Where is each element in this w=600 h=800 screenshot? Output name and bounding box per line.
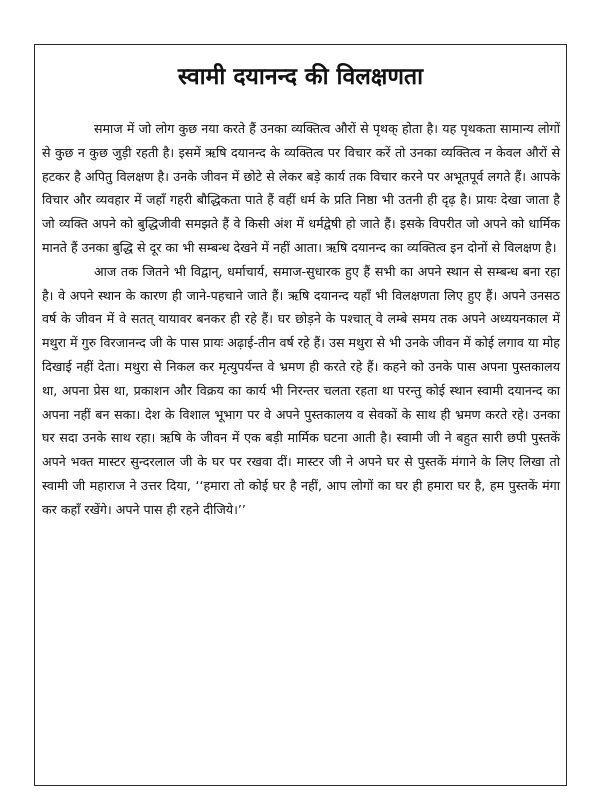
paragraph-1: समाज में जो लोग कुछ नया करते हैं उनका व्यक्तित्व औरों से पृथक् होता है। यह पृथकता सामान्य लोगों से कुछ न कुछ जुड़ी रहती है। इसमें ऋषि दयानन्द के व्यक्तित्व पर विचार करें तो उनका व्यक्तित्व न केवल औरों से हटकर है अपितु विलक्षण है। उनके जीवन में छोटे से लेकर बड़े कार्य तक विचार करने पर अभूतपूर्व लगते हैं। आपके विचार और व्यवहार में जहाँ गहरी बौद्धिकता पाते हैं वहीं धर्म के प्रति निष्ठा भी उतनी ही दृढ़ है। प्रायः देखा जाता है जो व्यक्ति अपने को बुद्धिजीवी समझते हैं वे किसी अंश में धर्मद्वेषी हो जाते हैं। इसके विपरीत जो अपने को धार्मिक मानते हैं उनका बुद्धि से दूर का भी सम्बन्ध देखने में नहीं आता। ऋषि दयानन्द का व्यक्तित्व इन दोनों से विलक्षण है। <box>42 121 560 255</box>
article-body <box>42 117 560 522</box>
paragraph-2: आज तक जितने भी विद्वान्, धर्माचार्य, समाज-सुधारक हुए हैं सभी का अपने स्थान से सम्बन्ध बना रहा है। वे अपने स्थान के कारण ही जाने-पहचाने जाते हैं। ऋषि दयानन्द यहाँ भी विलक्षणता लिए हुए हैं। अपने उनसठ वर्ष के जीवन में वे सतत् यायावर बनकर ही रहे हैं। घर छोड़ने के पश्चात् वे लम्बे समय तक अपने अध्ययनकाल में मथुरा में गुरु विरजानन्द जी के पास प्रायः अढ़ाई-तीन वर्ष रहे हैं। उस मथुरा से भी उनके जीवन में कोई लगाव या मोह दिखाई नहीं देता। मथुरा से निकल कर मृत्युपर्यन्त वे भ्रमण ही करते रहे हैं। कहने को उनके पास अपना पुस्तकालय था, अपना प्रेस था, प्रकाशन और विक्रय का कार्य भी निरन्तर चलता रहता था परन्तु कोई स्थान स्वामी दयानन्द का अपना नहीं बन सका। देश के विशाल भूभाग पर वे अपने पुस्तकालय व सेवकों के साथ ही भ्रमण करते रहे। उनका घर सदा उनके साथ रहा। ऋषि के जीवन में एक बड़ी मार्मिक घटना आती है। स्वामी जी ने बहुत सारी छपी पुस्तकें अपने भक्त मास्टर सुन्दरलाल जी के घर पर रखवा दीं। मास्टर जी ने अपने घर से पुस्तकें मंगाने के लिए लिखा तो स्वामी जी महाराज ने उत्तर दिया, ‘‘हमारा तो कोई घर है नहीं, आप लोगों का घर ही हमारा घर है, हम पुस्तकें मंगा कर कहाँ रखेंगे। अपने पास ही रहने दीजिये।’’ <box>42 263 560 517</box>
page-border-frame <box>34 44 567 786</box>
page-title: स्वामी दयानन्द की विलक्षणता <box>177 64 424 90</box>
